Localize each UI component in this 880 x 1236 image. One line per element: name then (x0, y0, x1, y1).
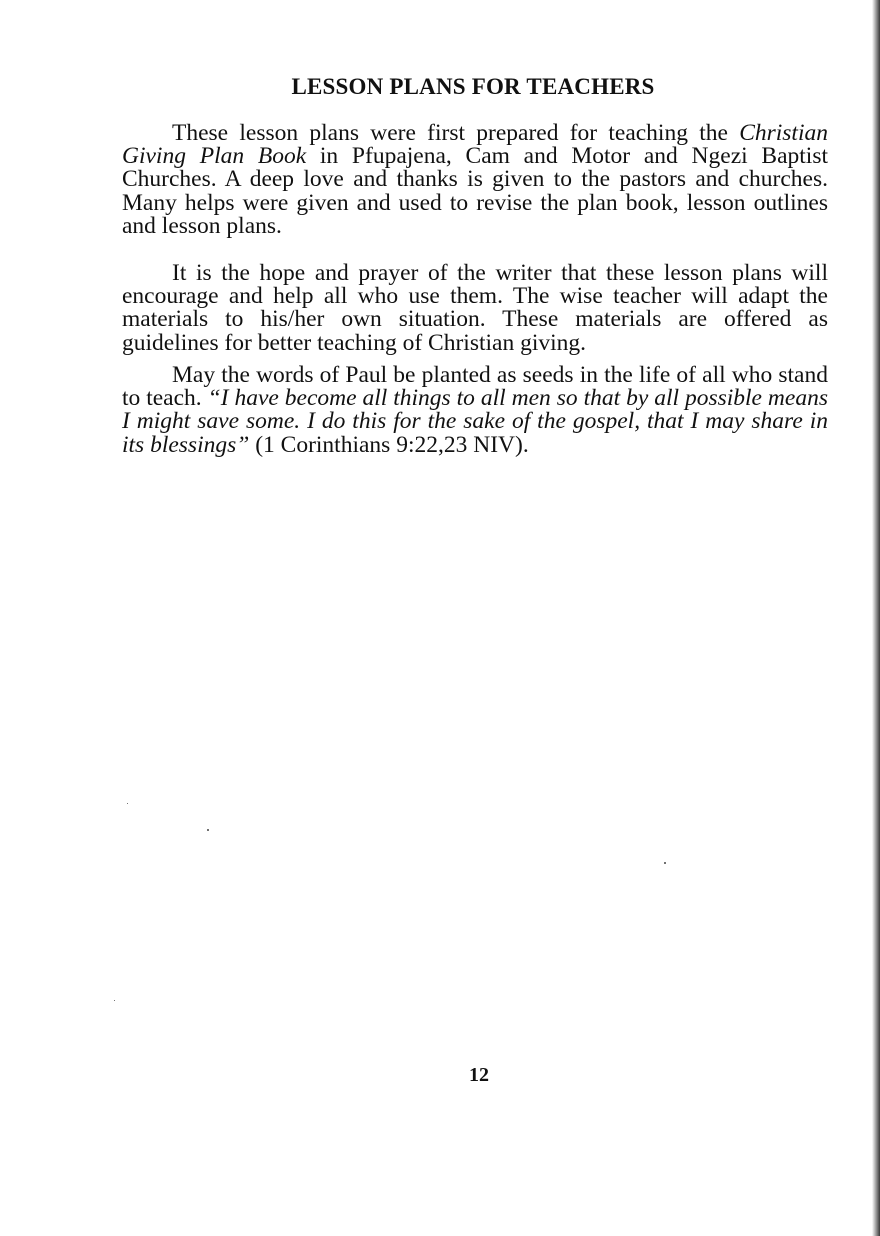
paragraph-hope: It is the hope and prayer of the writer that these lesson plans will encourage and help all who use them. The wise teacher will adapt the materials to his/her own situation. These materials are offered as guidelines for better teaching of Christian giving. (122, 260, 828, 356)
scan-speck (114, 1000, 115, 1001)
paragraph-intro (122, 122, 828, 238)
page-title: LESSON PLANS FOR TEACHERS (291, 74, 655, 99)
paragraph-scripture (122, 364, 828, 457)
book-title-italic: Christian Giving Plan Book (122, 120, 828, 170)
scan-speck (127, 803, 128, 804)
scripture-quote-italic: “I have become all things to all men so that by all possible means I might save some. I do this for the sake of the gospel, that I may share in its blessings” (122, 385, 828, 458)
paragraph-intro-text: These lesson plans were first prepared for teaching the (172, 120, 740, 146)
paragraph-intro-text-cont: in Pfupajena, Cam and Motor and Ngezi Baptist Churches. A deep love and thanks is given to the pastors and churches. Many helps were given and used to revise the plan book, lesson outlines and lesson plans. (122, 143, 828, 239)
scan-edge-shadow (872, 0, 880, 1236)
paragraph-scripture-text: May the words of Paul be planted as seeds in the life of all who stand to teach. (122, 362, 828, 412)
scan-speck (664, 862, 666, 864)
scripture-reference: (1 Corinthians 9:22,23 NIV). (249, 431, 529, 458)
scan-speck (207, 829, 209, 831)
page-number: 12 (469, 1064, 489, 1086)
